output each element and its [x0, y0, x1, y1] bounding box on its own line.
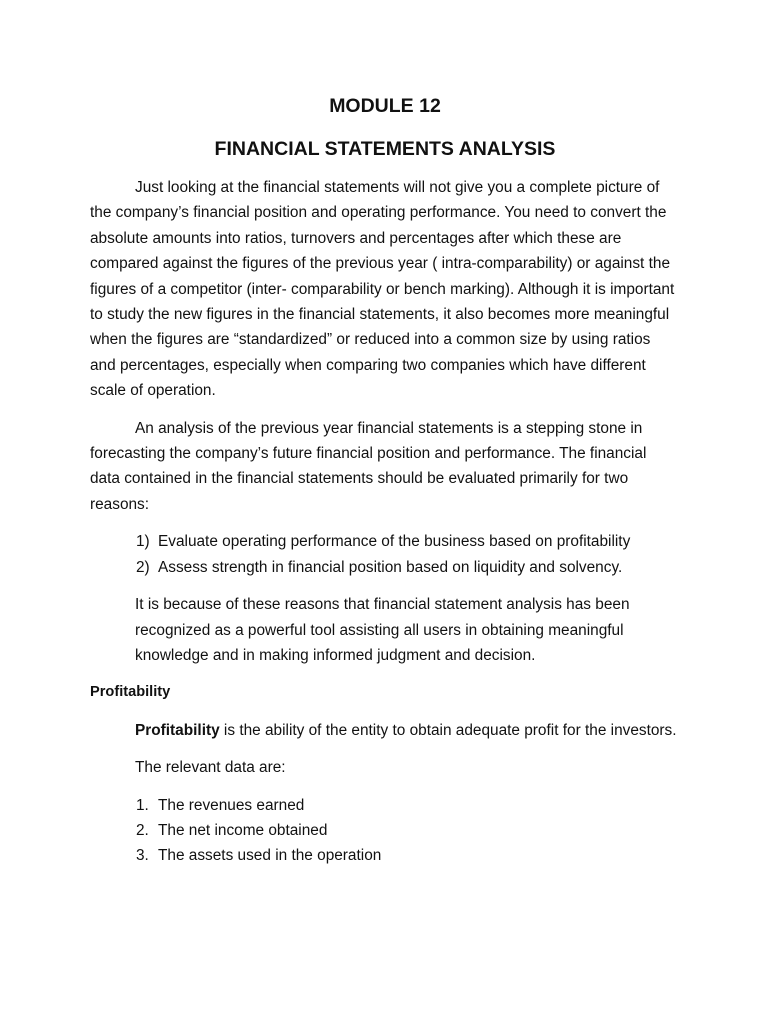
module-title: MODULE 12: [329, 95, 441, 117]
section-heading-profitability: Profitability: [90, 684, 171, 701]
list-item-number: 3.: [136, 847, 149, 865]
analysis-paragraph: An analysis of the previous year financial statements is a stepping stone in forecasting the company’s future financial position and performance. The financial data contained in the financial statements should be evaluated primarily for two reasons:: [90, 419, 647, 513]
list-item-number: 2): [136, 558, 150, 576]
relevant-data-list: [90, 793, 680, 869]
definition-term: Profitability: [135, 721, 220, 739]
list-item-number: 1.: [136, 796, 149, 814]
list-item-number: 1): [136, 533, 150, 551]
list-item: [90, 843, 680, 868]
list-item: [90, 818, 680, 843]
list-item-text: The revenues earned: [158, 796, 305, 814]
list-item-text: Assess strength in financial position based on liquidity and solvency.: [158, 558, 623, 576]
list-item: [90, 529, 680, 554]
document-page: [90, 92, 680, 881]
list-item: [90, 555, 680, 580]
list-item: [90, 793, 680, 818]
intro-paragraph: Just looking at the financial statements will not give you a complete picture of the company’s financial position and operating performance. You need to convert the absolute amounts into ratios, turnovers and percentages after which these are compared against the figures of the previous year ( intra-comparability) or against the figures of a competitor (inter- comparability or bench marking). Although it is important to study the new figures in the financial statements, it also becomes more meaningful when the figures are “standardized” or reduced into a common size by using ratios and percentages, especially when comparing two companies which have different scale of operation.: [90, 179, 675, 400]
main-title: FINANCIAL STATEMENTS ANALYSIS: [214, 138, 556, 160]
reasons-list: [90, 529, 680, 580]
definition-paragraph: [90, 718, 680, 743]
list-item-number: 2.: [136, 821, 149, 839]
tool-paragraph: It is because of these reasons that financial statement analysis has been recognized as a powerful tool assisting all users in obtaining meaningful knowledge and in making informed judgment and decision.: [135, 596, 630, 664]
list-item-text: The assets used in the operation: [158, 847, 382, 865]
list-item-text: The net income obtained: [158, 821, 328, 839]
list-item-text: Evaluate operating performance of the business based on profitability: [158, 533, 631, 551]
definition-text: is the ability of the entity to obtain adequate profit for the investors.: [219, 721, 677, 739]
relevant-data-intro: The relevant data are:: [135, 759, 286, 777]
